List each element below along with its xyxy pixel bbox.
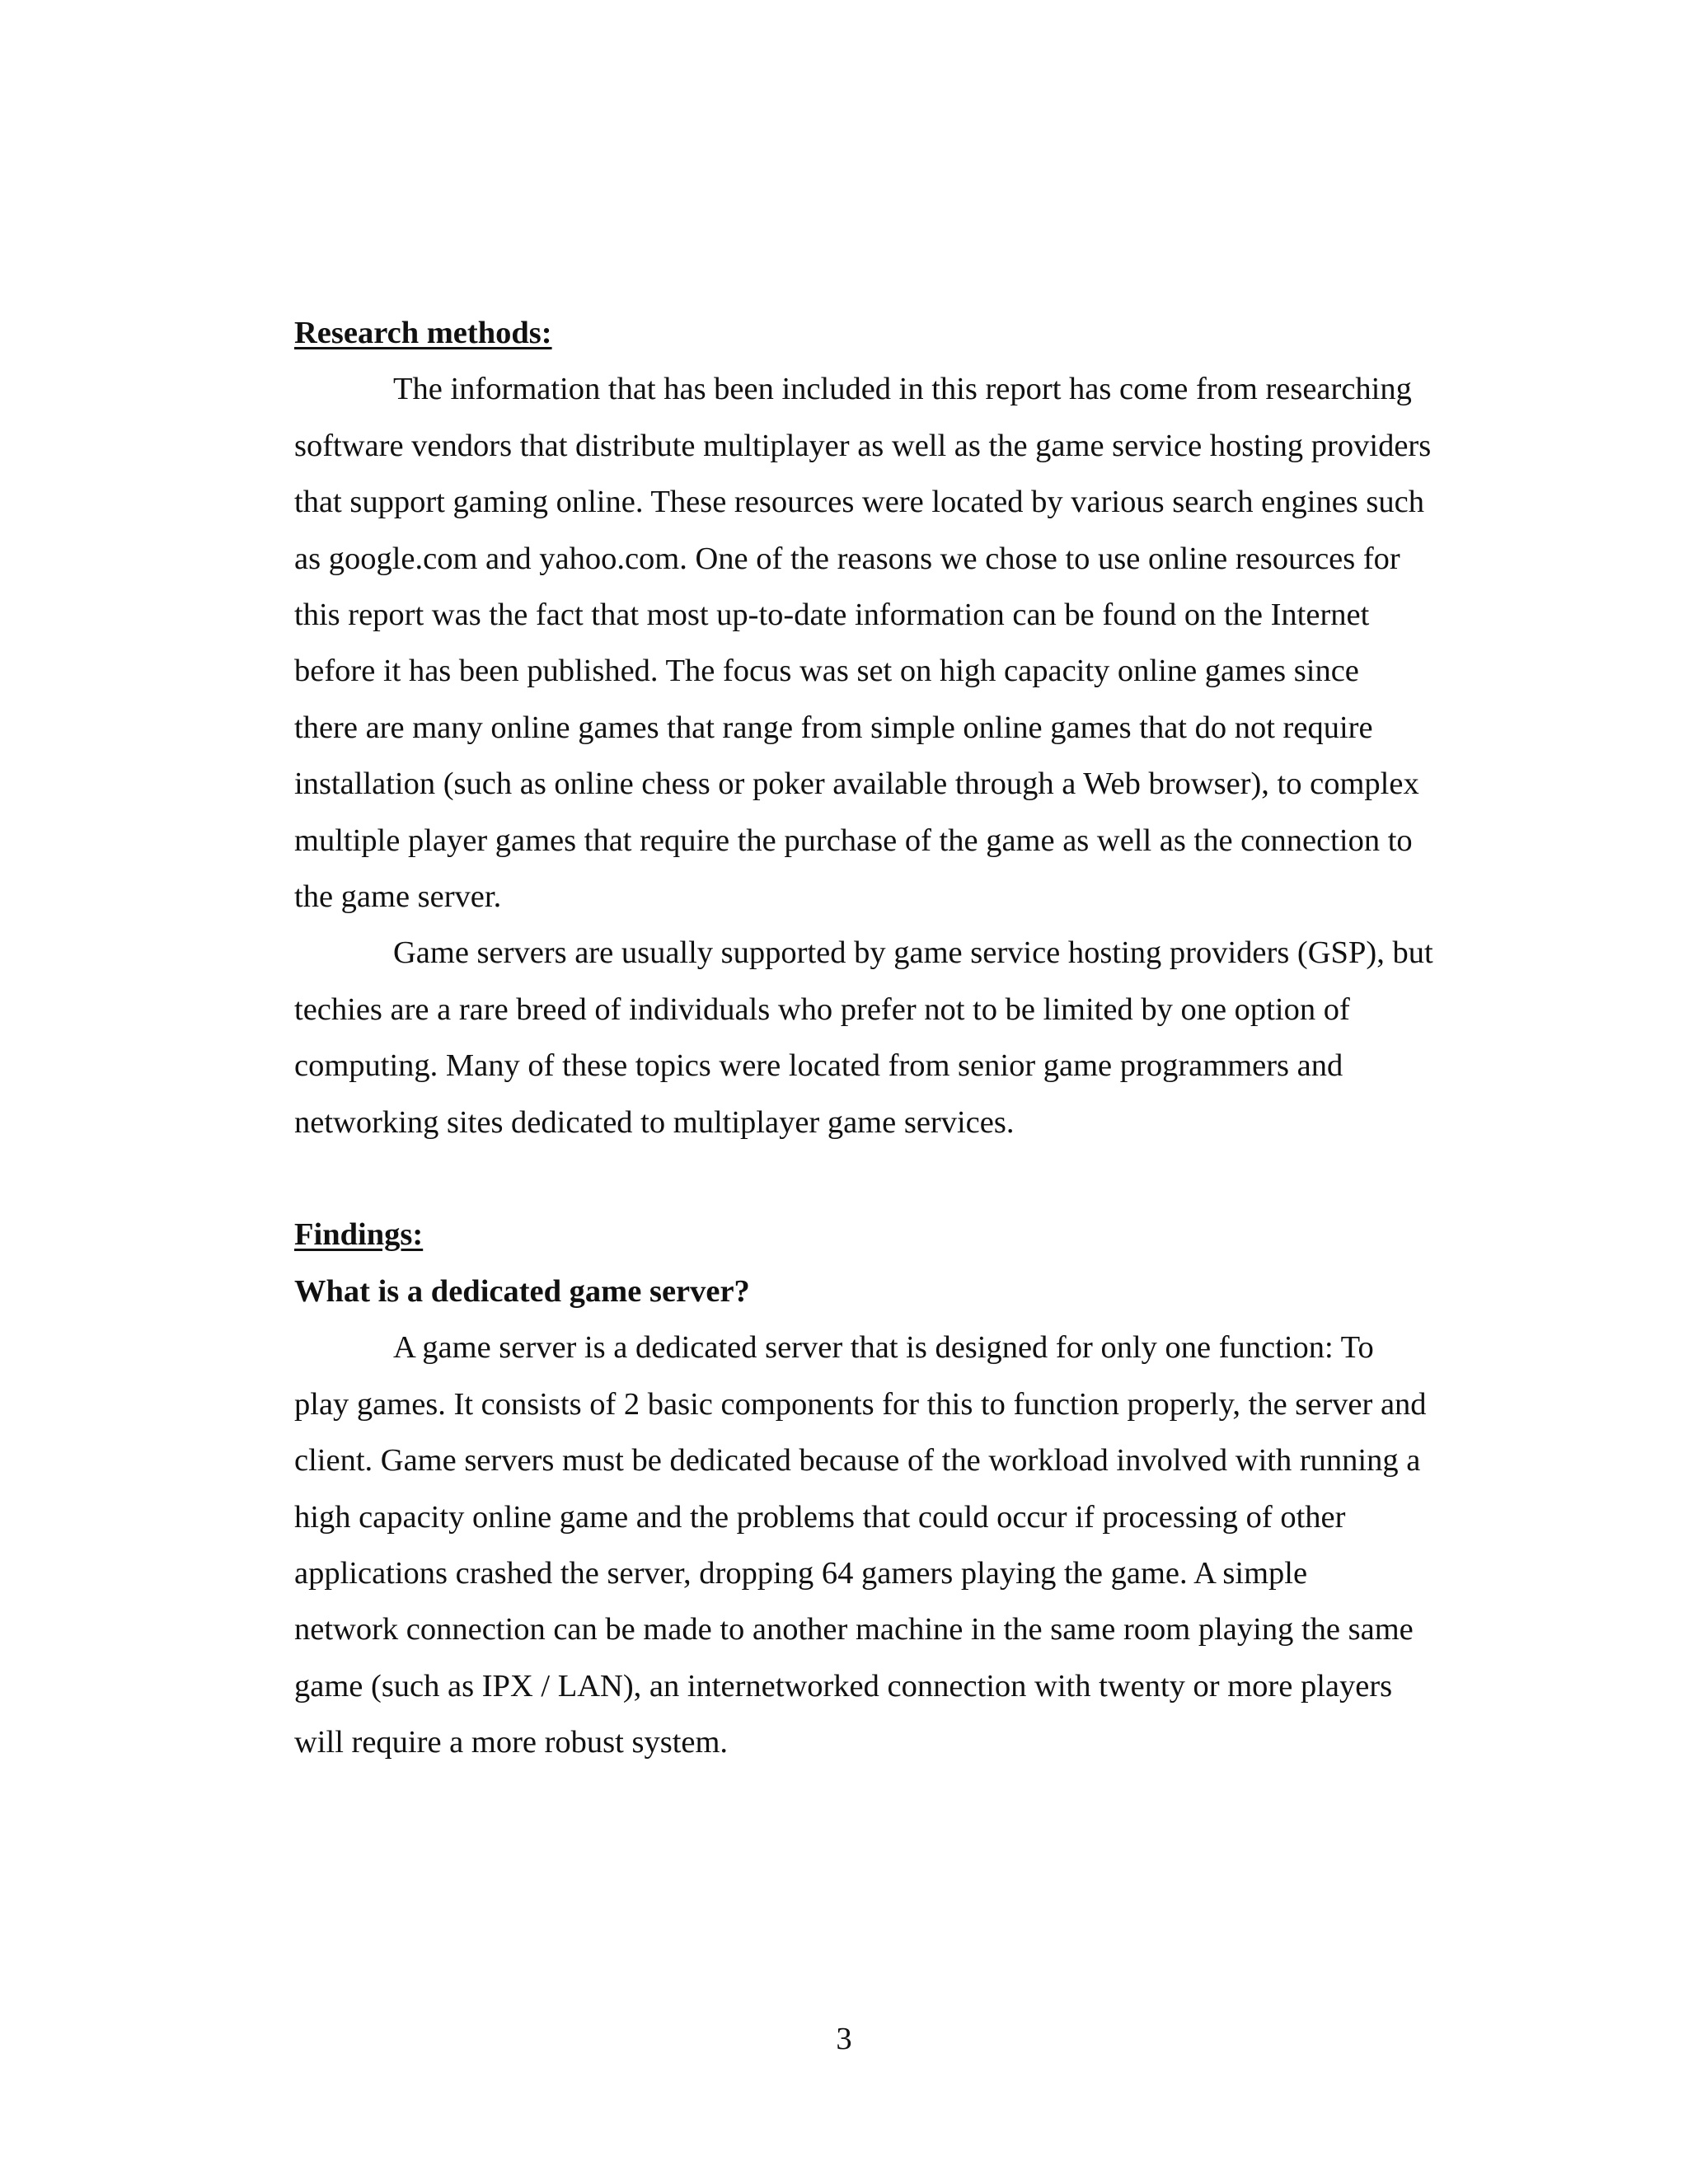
text-line: applications crashed the server, dropping 64 gamers playing the game. A simple (294, 1555, 1308, 1591)
research-methods-paragraph-1 (294, 361, 1478, 925)
text-line: client. Game servers must be dedicated because of the workload involved with running a (294, 1443, 1421, 1479)
text-line: there are many online games that range from simple online games that do not require (294, 710, 1373, 745)
text-line: The information that has been included in this report has come from researching (393, 372, 1412, 407)
text-line: the game server. (294, 879, 502, 915)
findings-heading: Findings: (294, 1217, 424, 1253)
text-line: software vendors that distribute multiplayer as well as the game service hosting providers (294, 428, 1432, 463)
research-methods-heading: Research methods: (294, 316, 552, 350)
text-line: this report was the fact that most up-to-date information can be found on the Internet (294, 598, 1370, 633)
text-line: game (such as IPX / LAN), an internetworked connection with twenty or more players (294, 1668, 1393, 1704)
page-number: 3 (836, 2022, 852, 2056)
text-line: before it has been published. The focus was set on high capacity online games since (294, 654, 1359, 689)
text-line: high capacity online game and the problems that could occur if processing of other (294, 1499, 1346, 1535)
text-line: that support gaming online. These resources were located by various search engines such (294, 485, 1424, 520)
findings-paragraph-1 (294, 1319, 1478, 1770)
page-content (294, 305, 1478, 1771)
text-line: will require a more robust system. (294, 1725, 729, 1760)
findings-subheading: What is a dedicated game server? (294, 1273, 750, 1309)
text-line: network connection can be made to another machine in the same room playing the same (294, 1612, 1414, 1647)
text-line: play games. It consists of 2 basic components for this to function properly, the server and (294, 1386, 1427, 1422)
text-line: multiple player games that require the purchase of the game as well as the connection to (294, 823, 1413, 858)
text-line: Game servers are usually supported by game service hosting providers (GSP), but (393, 935, 1433, 971)
text-line: computing. Many of these topics were located from senior game programmers and (294, 1048, 1343, 1084)
text-line: as google.com and yahoo.com. One of the reasons we chose to use online resources for (294, 541, 1400, 576)
text-line: installation (such as online chess or poker available through a Web browser), to complex (294, 766, 1419, 802)
text-line: networking sites dedicated to multiplayer game services. (294, 1104, 1015, 1140)
research-methods-paragraph-2 (294, 925, 1478, 1151)
text-line: techies are a rare breed of individuals who prefer not to be limited by one option of (294, 991, 1350, 1027)
section-spacer (294, 1151, 1478, 1207)
text-line: A game server is a dedicated server that is designed for only one function: To (393, 1330, 1374, 1366)
